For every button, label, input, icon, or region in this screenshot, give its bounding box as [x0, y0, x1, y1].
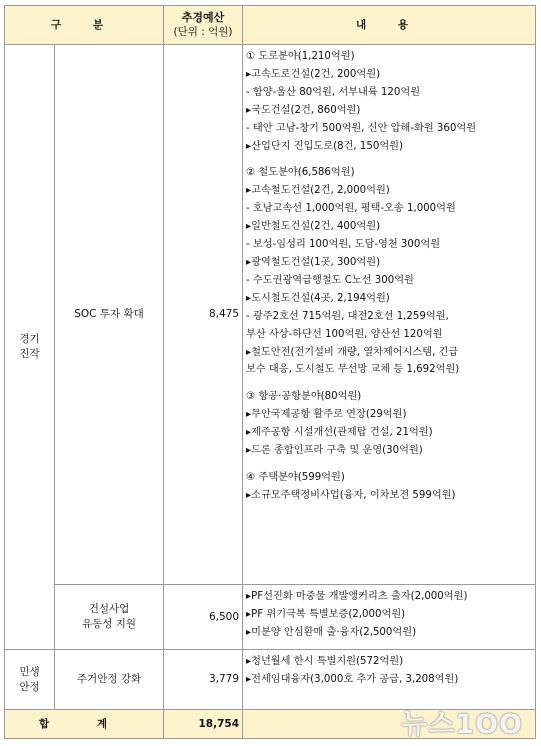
content-line: ▸일반철도건설(2건, 400억원)	[246, 221, 381, 233]
content-line: ▸도시철도건설(4곳, 2,194억원)	[246, 292, 390, 304]
content-line: ② 철도분야(6,586억원)	[246, 167, 355, 179]
content-line: ▸제주공항 시설개선(관제탑 건설, 21억원)	[246, 427, 433, 439]
row-soc	[5, 45, 536, 585]
content-line: ▸드론 종합인프라 구축 및 운영(30억원)	[246, 445, 423, 457]
content-line: - 함양-울산 80억원, 서부내륙 120억원	[246, 86, 421, 98]
content-liquidity	[243, 585, 536, 650]
header-category: 구 분	[5, 6, 164, 45]
content-housing-lines	[246, 653, 533, 689]
content-line: ▸소규모주택정비사업(융자, 이차보전 599억원)	[246, 489, 456, 501]
row-housing	[5, 650, 536, 710]
content-line: ▸미분양 안심환매 출·융자(2,500억원)	[246, 626, 417, 638]
content-spacer	[246, 379, 533, 388]
category-economy-line1: 경기	[19, 333, 40, 345]
header-content: 내 용	[243, 6, 536, 45]
header-row	[5, 6, 536, 45]
watermark-logo: 뉴스1OO	[401, 709, 523, 740]
total-label: 합 계	[5, 710, 164, 739]
amount-soc: 8,475	[164, 45, 243, 585]
content-line: ▸PF선진화 마중물 개발앵커리츠 출자(2,000억원)	[246, 591, 468, 602]
total-amount: 18,754	[164, 710, 243, 739]
content-line: - 태안 고남-창기 500억원, 신안 압해-화원 360억원	[246, 122, 477, 134]
content-line: 보수 대응, 도시철도 무선망 교체 등 1,692억원)	[246, 364, 460, 376]
item-liquidity-line1: 건설사업	[88, 603, 130, 615]
category-livelihood-line2: 안정	[19, 680, 40, 693]
content-line: ▸PF 위기극복 특별보증(2,000억원)	[246, 608, 406, 620]
content-line: ① 도로분야(1,210억원)	[246, 51, 355, 62]
content-housing	[243, 650, 536, 710]
category-economy-line2: 진작	[19, 348, 40, 360]
header-budget	[164, 6, 243, 45]
content-line: ▸전세임대융자(3,000호 추가 공급, 3,208억원)	[246, 673, 459, 685]
content-line: ▸청년월세 한시 특별지원(572억원)	[246, 656, 404, 667]
content-line: ▸국도건설(2건, 860억원)	[246, 104, 361, 116]
budget-table	[4, 5, 536, 739]
content-line: - 호남고속선 1,000억원, 평택-오송 1,000억원	[246, 203, 456, 215]
content-line: ▸고속도로건설(2건, 200억원)	[246, 68, 381, 80]
content-soc	[243, 45, 536, 585]
content-line: - 수도권광역급행철도 C노선 300억원	[246, 274, 414, 286]
header-budget-unit: (단위 : 억원)	[173, 26, 233, 38]
category-economy	[5, 45, 55, 650]
content-line: ③ 항공·공항분야(80억원)	[246, 391, 362, 403]
content-line: ▸산업단지 진입도로(8건, 150억원)	[246, 140, 403, 152]
category-livelihood-line1: 민생	[19, 665, 40, 678]
content-soc-lines	[246, 48, 533, 505]
content-line: ▸철도안전(전기설비 개량, 열차제어시스템, 긴급	[246, 346, 459, 358]
content-line: ▸광역철도건설(1곳, 300억원)	[246, 256, 381, 268]
item-soc: SOC 투자 확대	[55, 45, 164, 585]
item-liquidity-line2: 유동성 지원	[81, 618, 137, 630]
content-liquidity-lines	[246, 588, 533, 642]
amount-housing: 3,779	[164, 650, 243, 710]
content-line: ▸무안국제공항 활주로 연장(29억원)	[246, 409, 407, 421]
item-liquidity	[55, 585, 164, 650]
content-spacer	[246, 155, 533, 164]
content-line: - 광주2호선 715억원, 대전2호선 1,259억원,	[246, 310, 449, 322]
content-line: - 보성-임성리 100억원, 도담-영천 300억원	[246, 239, 441, 251]
content-line: 부산 사상-하단선 100억원, 양산선 120억원	[246, 328, 443, 340]
item-housing: 주거안정 강화	[55, 650, 164, 710]
header-budget-title: 추경예산	[181, 11, 225, 24]
content-line: ▸고속철도건설(2건, 2,000억원)	[246, 185, 390, 197]
content-spacer	[246, 460, 533, 469]
content-line: ④ 주택분야(599억원)	[246, 471, 345, 483]
category-livelihood	[5, 650, 55, 710]
amount-liquidity: 6,500	[164, 585, 243, 650]
row-liquidity	[5, 585, 536, 650]
